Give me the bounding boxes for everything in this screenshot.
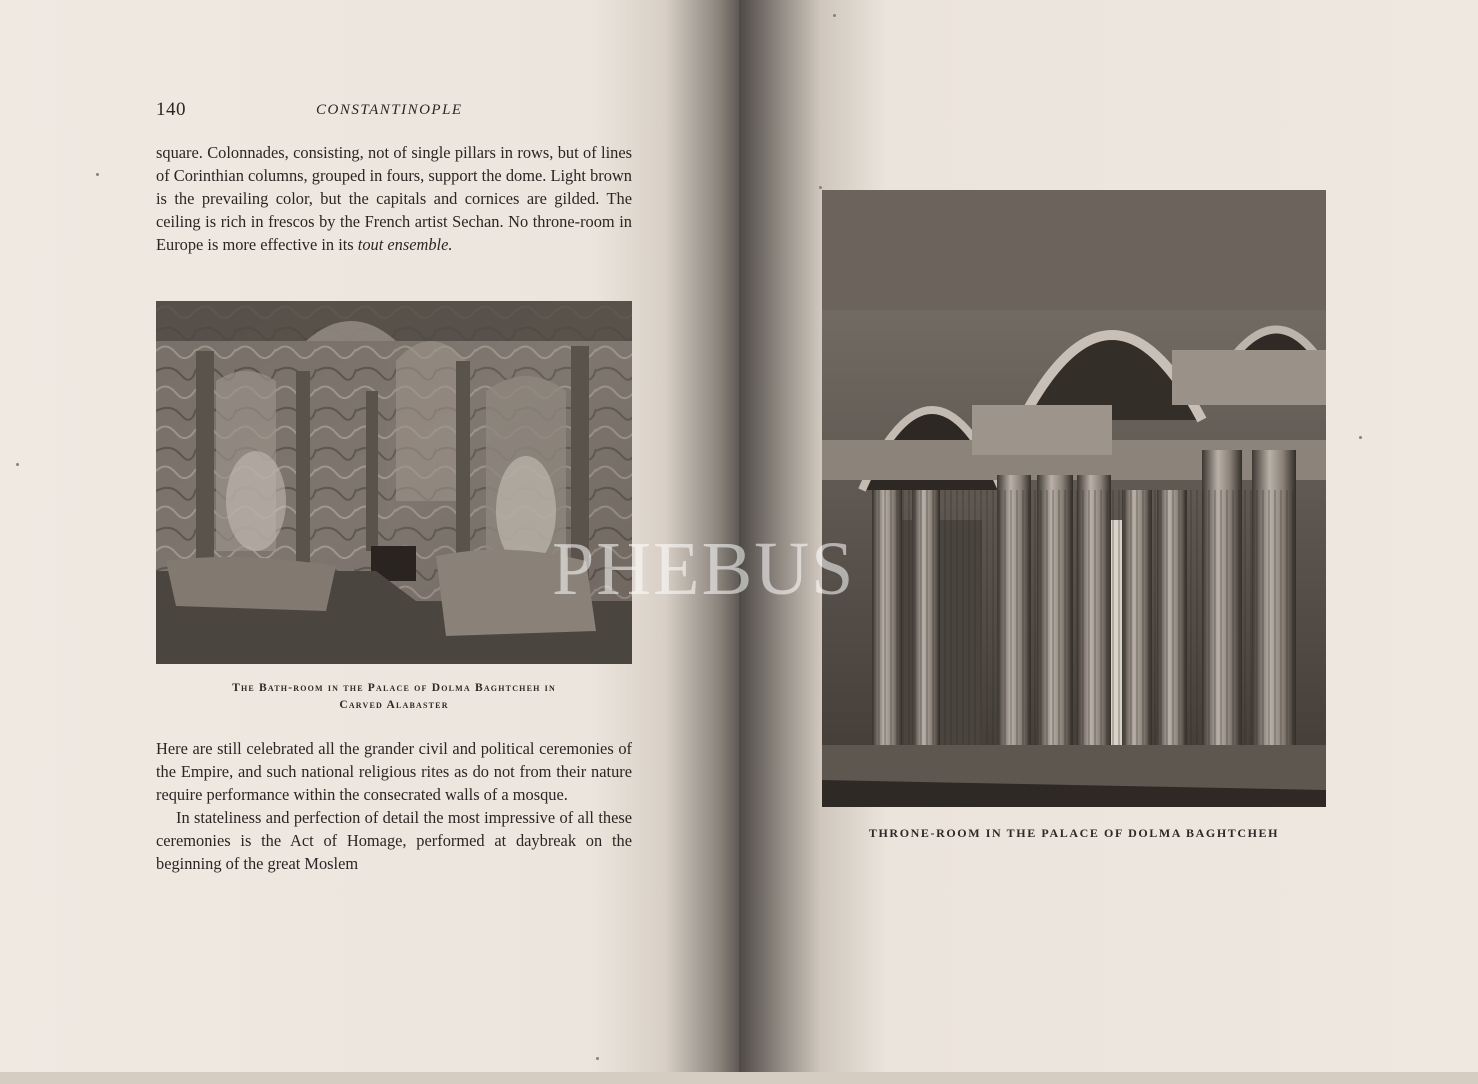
body-text-top [156, 141, 632, 256]
paragraph-text: square. Colonnades, consisting, not of single pillars in rows, but of lines of Corinthian columns, grouped in fours, support the dome. Light brown is the prevailing color, but the capitals and cornices are gilded. The ceiling is rich in frescos by the French artist Sechan. No throne-room in Europe is more effective in its [156, 143, 632, 254]
page-bottom-edge [0, 1072, 1478, 1084]
italic-phrase: tout ensemble. [357, 235, 453, 254]
throne-room-caption: THRONE-ROOM IN THE PALACE OF DOLMA BAGHTCHEH [868, 826, 1280, 840]
paper-speck [16, 463, 19, 466]
paragraph: In stateliness and perfection of detail the most impressive of all these ceremonies is the Act of Homage, performed at daybreak on the beginning of the great Moslem [156, 808, 632, 873]
paper-speck [596, 1057, 599, 1060]
page-number: 140 [156, 99, 186, 120]
caption-line: Carved Alabaster [339, 699, 449, 711]
paragraph: Here are still celebrated all the grander civil and political ceremonies of the Empire, and such national religious rites as do not from their nature require performance within the consecrated walls of a mosque. [156, 739, 632, 804]
running-title: CONSTANTINOPLE [316, 102, 463, 118]
paper-speck [833, 14, 836, 17]
paper-speck [819, 186, 822, 189]
paper-speck [1359, 436, 1362, 439]
throne-room-illustration [822, 190, 1326, 807]
paper-speck [96, 173, 99, 176]
throne-room-photo [822, 190, 1326, 807]
body-text-bottom [156, 737, 632, 875]
caption-line: The Bath-room in the Palace of Dolma Baghtcheh in [232, 682, 556, 694]
running-head [156, 99, 632, 123]
watermark: PHEBUS [552, 527, 856, 611]
column-group [872, 450, 1296, 780]
paragraph [156, 141, 632, 256]
bath-room-caption [156, 680, 632, 714]
